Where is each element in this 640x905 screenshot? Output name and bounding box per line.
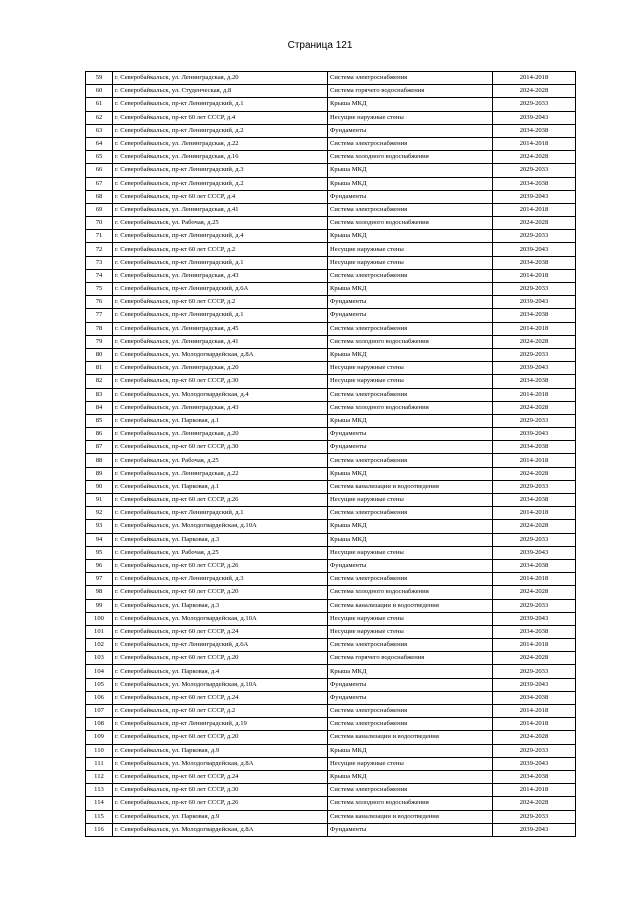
row-period: 2039-2043	[493, 296, 576, 309]
row-work-type: Фундаменты	[328, 190, 493, 203]
row-address: г. Северобайкальск, ул. Парковая, д.1	[113, 414, 328, 427]
row-address: г. Северобайкальск, пр-кт Ленинградский, д.2	[113, 124, 328, 137]
table-row	[86, 810, 576, 823]
table-row	[86, 441, 576, 454]
row-work-type: Несущие наружные стены	[328, 612, 493, 625]
row-period: 2034-2038	[493, 441, 576, 454]
row-number: 60	[86, 85, 113, 98]
row-number: 97	[86, 573, 113, 586]
row-period: 2029-2033	[493, 810, 576, 823]
row-address: г. Северобайкальск, пр-кт Ленинградский, д.3	[113, 573, 328, 586]
row-number: 105	[86, 678, 113, 691]
row-period: 2029-2033	[493, 283, 576, 296]
row-period: 2029-2033	[493, 665, 576, 678]
row-work-type: Фундаменты	[328, 441, 493, 454]
table-row	[86, 72, 576, 85]
row-address: г. Северобайкальск, ул. Ленинградская, д.20	[113, 72, 328, 85]
row-address: г. Северобайкальск, пр-кт Ленинградский, д.19	[113, 718, 328, 731]
row-period: 2014-2018	[493, 639, 576, 652]
row-period: 2014-2018	[493, 203, 576, 216]
row-work-type: Система электроснабжения	[328, 639, 493, 652]
row-work-type: Система электроснабжения	[328, 573, 493, 586]
row-address: г. Северобайкальск, ул. Рабочая, д.25	[113, 546, 328, 559]
table-row	[86, 296, 576, 309]
row-work-type: Крыша МКД	[328, 230, 493, 243]
table-row	[86, 705, 576, 718]
row-work-type: Система электроснабжения	[328, 322, 493, 335]
table-row	[86, 731, 576, 744]
row-work-type: Система электроснабжения	[328, 705, 493, 718]
row-work-type: Фундаменты	[328, 296, 493, 309]
row-period: 2039-2043	[493, 546, 576, 559]
table-row	[86, 625, 576, 638]
row-address: г. Северобайкальск, ул. Парковая, д.9	[113, 744, 328, 757]
row-address: г. Северобайкальск, пр-кт 60 лет СССР, д.24	[113, 691, 328, 704]
row-number: 100	[86, 612, 113, 625]
row-number: 67	[86, 177, 113, 190]
row-number: 91	[86, 494, 113, 507]
row-address: г. Северобайкальск, пр-кт 60 лет СССР, д.24	[113, 625, 328, 638]
row-address: г. Северобайкальск, пр-кт 60 лет СССР, д.24	[113, 770, 328, 783]
row-work-type: Несущие наружные стены	[328, 546, 493, 559]
row-period: 2014-2018	[493, 269, 576, 282]
row-work-type: Система электроснабжения	[328, 388, 493, 401]
row-work-type: Несущие наружные стены	[328, 362, 493, 375]
row-period: 2039-2043	[493, 757, 576, 770]
table-row	[86, 467, 576, 480]
row-work-type: Фундаменты	[328, 691, 493, 704]
row-number: 81	[86, 362, 113, 375]
row-work-type: Система холодного водоснабжения	[328, 151, 493, 164]
row-work-type: Крыша МКД	[328, 177, 493, 190]
row-number: 86	[86, 428, 113, 441]
row-work-type: Система горячего водоснабжения	[328, 652, 493, 665]
row-address: г. Северобайкальск, ул. Молодогвардейская, д.10А	[113, 678, 328, 691]
row-period: 2039-2043	[493, 823, 576, 836]
row-number: 82	[86, 375, 113, 388]
row-address: г. Северобайкальск, пр-кт 60 лет СССР, д.20	[113, 731, 328, 744]
row-address: г. Северобайкальск, пр-кт 60 лет СССР, д.30	[113, 375, 328, 388]
row-address: г. Северобайкальск, пр-кт 60 лет СССР, д.26	[113, 797, 328, 810]
row-work-type: Крыша МКД	[328, 520, 493, 533]
row-period: 2034-2038	[493, 691, 576, 704]
table-row	[86, 639, 576, 652]
row-number: 107	[86, 705, 113, 718]
page-header: Страница 121	[287, 40, 353, 51]
row-number: 101	[86, 625, 113, 638]
row-period: 2014-2018	[493, 573, 576, 586]
row-address: г. Северобайкальск, ул. Ленинградская, д.20	[113, 428, 328, 441]
table-row	[86, 269, 576, 282]
row-number: 76	[86, 296, 113, 309]
row-period: 2024-2028	[493, 586, 576, 599]
row-address: г. Северобайкальск, пр-кт 60 лет СССР, д.4	[113, 111, 328, 124]
row-address: г. Северобайкальск, ул. Парковая, д.4	[113, 665, 328, 678]
row-number: 68	[86, 190, 113, 203]
table-row	[86, 190, 576, 203]
row-period: 2034-2038	[493, 256, 576, 269]
table-row	[86, 98, 576, 111]
row-period: 2039-2043	[493, 111, 576, 124]
row-work-type: Крыша МКД	[328, 348, 493, 361]
row-work-type: Система электроснабжения	[328, 203, 493, 216]
table-row	[86, 665, 576, 678]
table-row	[86, 309, 576, 322]
row-work-type: Несущие наружные стены	[328, 625, 493, 638]
row-address: г. Северобайкальск, пр-кт 60 лет СССР, д.2	[113, 705, 328, 718]
table-row	[86, 546, 576, 559]
row-period: 2039-2043	[493, 362, 576, 375]
row-work-type: Система канализации и водоотведения	[328, 599, 493, 612]
row-period: 2029-2033	[493, 414, 576, 427]
row-work-type: Крыша МКД	[328, 467, 493, 480]
row-number: 98	[86, 586, 113, 599]
table-row	[86, 217, 576, 230]
row-period: 2039-2043	[493, 678, 576, 691]
row-number: 103	[86, 652, 113, 665]
row-number: 95	[86, 546, 113, 559]
row-period: 2024-2028	[493, 151, 576, 164]
row-address: г. Северобайкальск, пр-кт Ленинградский, д.1	[113, 507, 328, 520]
row-address: г. Северобайкальск, ул. Молодогвардейская, д.8А	[113, 823, 328, 836]
row-address: г. Северобайкальск, пр-кт 60 лет СССР, д.2	[113, 243, 328, 256]
row-period: 2024-2028	[493, 652, 576, 665]
row-work-type: Крыша МКД	[328, 164, 493, 177]
row-work-type: Система горячего водоснабжения	[328, 85, 493, 98]
row-number: 106	[86, 691, 113, 704]
row-period: 2024-2028	[493, 335, 576, 348]
row-number: 62	[86, 111, 113, 124]
row-address: г. Северобайкальск, ул. Парковая, д.3	[113, 533, 328, 546]
row-work-type: Крыша МКД	[328, 665, 493, 678]
table-row	[86, 137, 576, 150]
row-address: г. Северобайкальск, пр-кт 60 лет СССР, д.20	[113, 586, 328, 599]
table-row	[86, 494, 576, 507]
row-number: 66	[86, 164, 113, 177]
table-row	[86, 414, 576, 427]
table-row	[86, 770, 576, 783]
row-address: г. Северобайкальск, ул. Ленинградская, д.41	[113, 203, 328, 216]
row-number: 75	[86, 283, 113, 296]
table-row	[86, 401, 576, 414]
row-number: 88	[86, 454, 113, 467]
table-row	[86, 612, 576, 625]
row-period: 2029-2033	[493, 480, 576, 493]
table-row	[86, 177, 576, 190]
row-address: г. Северобайкальск, пр-кт Ленинградский, д.6А	[113, 283, 328, 296]
row-period: 2029-2033	[493, 230, 576, 243]
row-work-type: Система холодного водоснабжения	[328, 335, 493, 348]
row-address: г. Северобайкальск, ул. Молодогвардейская, д.10А	[113, 612, 328, 625]
row-work-type: Несущие наружные стены	[328, 757, 493, 770]
row-work-type: Крыша МКД	[328, 98, 493, 111]
table-row	[86, 124, 576, 137]
row-work-type: Несущие наружные стены	[328, 494, 493, 507]
row-number: 110	[86, 744, 113, 757]
row-period: 2029-2033	[493, 599, 576, 612]
table-row	[86, 256, 576, 269]
row-address: г. Северобайкальск, ул. Молодогвардейская, д.8А	[113, 757, 328, 770]
row-number: 65	[86, 151, 113, 164]
row-address: г. Северобайкальск, пр-кт Ленинградский, д.1	[113, 98, 328, 111]
table-row	[86, 718, 576, 731]
row-address: г. Северобайкальск, пр-кт Ленинградский, д.3	[113, 164, 328, 177]
table-row	[86, 678, 576, 691]
row-work-type: Фундаменты	[328, 428, 493, 441]
row-address: г. Северобайкальск, ул. Парковая, д.3	[113, 599, 328, 612]
row-work-type: Система электроснабжения	[328, 784, 493, 797]
row-work-type: Система канализации и водоотведения	[328, 731, 493, 744]
row-period: 2034-2038	[493, 375, 576, 388]
row-number: 84	[86, 401, 113, 414]
row-address: г. Северобайкальск, пр-кт Ленинградский, д.6А	[113, 639, 328, 652]
row-period: 2014-2018	[493, 705, 576, 718]
row-address: г. Северобайкальск, ул. Ленинградская, д.41	[113, 335, 328, 348]
row-address: г. Северобайкальск, ул. Ленинградская, д.45	[113, 322, 328, 335]
row-address: г. Северобайкальск, ул. Ленинградская, д.22	[113, 137, 328, 150]
table-row	[86, 823, 576, 836]
row-work-type: Система канализации и водоотведения	[328, 810, 493, 823]
row-period: 2014-2018	[493, 454, 576, 467]
row-work-type: Фундаменты	[328, 124, 493, 137]
row-address: г. Северобайкальск, пр-кт Ленинградский, д.1	[113, 256, 328, 269]
row-period: 2039-2043	[493, 243, 576, 256]
row-address: г. Северобайкальск, ул. Ленинградская, д.22	[113, 467, 328, 480]
row-work-type: Фундаменты	[328, 559, 493, 572]
row-period: 2029-2033	[493, 348, 576, 361]
row-work-type: Несущие наружные стены	[328, 256, 493, 269]
row-period: 2029-2033	[493, 98, 576, 111]
table-row	[86, 454, 576, 467]
row-period: 2014-2018	[493, 72, 576, 85]
row-address: г. Северобайкальск, ул. Рабочая, д.25	[113, 454, 328, 467]
table-row	[86, 322, 576, 335]
table-row	[86, 573, 576, 586]
row-work-type: Несущие наружные стены	[328, 243, 493, 256]
table-row	[86, 151, 576, 164]
row-period: 2014-2018	[493, 718, 576, 731]
row-number: 59	[86, 72, 113, 85]
row-work-type: Несущие наружные стены	[328, 375, 493, 388]
row-number: 96	[86, 559, 113, 572]
row-period: 2024-2028	[493, 731, 576, 744]
row-period: 2039-2043	[493, 190, 576, 203]
row-number: 72	[86, 243, 113, 256]
row-work-type: Фундаменты	[328, 823, 493, 836]
row-number: 115	[86, 810, 113, 823]
row-work-type: Фундаменты	[328, 309, 493, 322]
row-period: 2034-2038	[493, 770, 576, 783]
row-address: г. Северобайкальск, пр-кт 60 лет СССР, д.30	[113, 784, 328, 797]
row-period: 2034-2038	[493, 494, 576, 507]
row-number: 78	[86, 322, 113, 335]
row-work-type: Система электроснабжения	[328, 507, 493, 520]
row-number: 61	[86, 98, 113, 111]
row-period: 2024-2028	[493, 520, 576, 533]
row-number: 64	[86, 137, 113, 150]
row-address: г. Северобайкальск, пр-кт 60 лет СССР, д.20	[113, 652, 328, 665]
row-work-type: Крыша МКД	[328, 744, 493, 757]
row-address: г. Северобайкальск, ул. Ленинградская, д.43	[113, 401, 328, 414]
row-period: 2029-2033	[493, 744, 576, 757]
table-row	[86, 599, 576, 612]
table-row	[86, 784, 576, 797]
row-address: г. Северобайкальск, пр-кт Ленинградский, д.4	[113, 230, 328, 243]
row-number: 92	[86, 507, 113, 520]
table-row	[86, 428, 576, 441]
row-address: г. Северобайкальск, пр-кт Ленинградский, д.2	[113, 177, 328, 190]
row-work-type: Система электроснабжения	[328, 269, 493, 282]
row-period: 2034-2038	[493, 124, 576, 137]
row-period: 2014-2018	[493, 388, 576, 401]
row-period: 2029-2033	[493, 164, 576, 177]
table-row	[86, 362, 576, 375]
row-number: 74	[86, 269, 113, 282]
row-number: 114	[86, 797, 113, 810]
row-period: 2014-2018	[493, 507, 576, 520]
row-number: 70	[86, 217, 113, 230]
row-period: 2024-2028	[493, 217, 576, 230]
table-row	[86, 480, 576, 493]
row-period: 2024-2028	[493, 401, 576, 414]
row-number: 79	[86, 335, 113, 348]
row-address: г. Северобайкальск, пр-кт 60 лет СССР, д.30	[113, 441, 328, 454]
row-work-type: Система холодного водоснабжения	[328, 586, 493, 599]
row-number: 80	[86, 348, 113, 361]
row-period: 2024-2028	[493, 467, 576, 480]
works-table-body	[86, 72, 576, 837]
table-row	[86, 388, 576, 401]
row-period: 2034-2038	[493, 625, 576, 638]
row-number: 93	[86, 520, 113, 533]
row-period: 2039-2043	[493, 612, 576, 625]
table-row	[86, 757, 576, 770]
row-number: 90	[86, 480, 113, 493]
table-row	[86, 203, 576, 216]
table-row	[86, 335, 576, 348]
table-row	[86, 164, 576, 177]
row-work-type: Крыша МКД	[328, 770, 493, 783]
row-number: 71	[86, 230, 113, 243]
row-address: г. Северобайкальск, ул. Парковая, д.9	[113, 810, 328, 823]
row-period: 2039-2043	[493, 428, 576, 441]
row-number: 73	[86, 256, 113, 269]
table-row	[86, 797, 576, 810]
row-number: 69	[86, 203, 113, 216]
row-number: 83	[86, 388, 113, 401]
row-address: г. Северобайкальск, ул. Студенческая, д.8	[113, 85, 328, 98]
table-row	[86, 691, 576, 704]
table-row	[86, 111, 576, 124]
table-row	[86, 283, 576, 296]
row-period: 2014-2018	[493, 137, 576, 150]
row-work-type: Фундаменты	[328, 678, 493, 691]
row-number: 102	[86, 639, 113, 652]
table-row	[86, 744, 576, 757]
row-number: 109	[86, 731, 113, 744]
row-number: 112	[86, 770, 113, 783]
row-address: г. Северобайкальск, пр-кт 60 лет СССР, д.26	[113, 494, 328, 507]
row-period: 2034-2038	[493, 559, 576, 572]
table-row	[86, 375, 576, 388]
table-row	[86, 243, 576, 256]
row-work-type: Крыша МКД	[328, 414, 493, 427]
table-row	[86, 507, 576, 520]
table-row	[86, 348, 576, 361]
row-period: 2034-2038	[493, 309, 576, 322]
row-work-type: Система холодного водоснабжения	[328, 217, 493, 230]
row-work-type: Система холодного водоснабжения	[328, 797, 493, 810]
row-work-type: Несущие наружные стены	[328, 111, 493, 124]
row-address: г. Северобайкальск, ул. Рабочая, д.25	[113, 217, 328, 230]
row-work-type: Система холодного водоснабжения	[328, 401, 493, 414]
row-work-type: Система электроснабжения	[328, 454, 493, 467]
row-period: 2014-2018	[493, 784, 576, 797]
row-work-type: Система электроснабжения	[328, 137, 493, 150]
row-address: г. Северобайкальск, ул. Ленинградская, д.20	[113, 362, 328, 375]
row-address: г. Северобайкальск, пр-кт 60 лет СССР, д.4	[113, 190, 328, 203]
table-row	[86, 85, 576, 98]
row-work-type: Система канализации и водоотведения	[328, 480, 493, 493]
row-period: 2034-2038	[493, 177, 576, 190]
row-address: г. Северобайкальск, ул. Молодогвардейская, д.8А	[113, 348, 328, 361]
row-number: 113	[86, 784, 113, 797]
row-number: 99	[86, 599, 113, 612]
row-period: 2029-2033	[493, 533, 576, 546]
row-address: г. Северобайкальск, ул. Молодогвардейская, д.10А	[113, 520, 328, 533]
table-row	[86, 230, 576, 243]
row-number: 85	[86, 414, 113, 427]
row-period: 2024-2028	[493, 797, 576, 810]
row-address: г. Северобайкальск, ул. Ленинградская, д.16	[113, 151, 328, 164]
row-address: г. Северобайкальск, пр-кт 60 лет СССР, д.2	[113, 296, 328, 309]
row-number: 111	[86, 757, 113, 770]
row-work-type: Система электроснабжения	[328, 72, 493, 85]
row-period: 2014-2018	[493, 322, 576, 335]
row-number: 63	[86, 124, 113, 137]
row-number: 108	[86, 718, 113, 731]
row-address: г. Северобайкальск, ул. Парковая, д.1	[113, 480, 328, 493]
row-address: г. Северобайкальск, ул. Ленинградская, д.43	[113, 269, 328, 282]
row-number: 89	[86, 467, 113, 480]
row-number: 94	[86, 533, 113, 546]
row-address: г. Северобайкальск, ул. Молодогвардейская, д.4	[113, 388, 328, 401]
table-row	[86, 586, 576, 599]
row-number: 104	[86, 665, 113, 678]
row-work-type: Крыша МКД	[328, 533, 493, 546]
row-address: г. Северобайкальск, пр-кт Ленинградский, д.1	[113, 309, 328, 322]
row-period: 2024-2028	[493, 85, 576, 98]
table-row	[86, 559, 576, 572]
row-work-type: Система электроснабжения	[328, 718, 493, 731]
row-number: 116	[86, 823, 113, 836]
row-work-type: Крыша МКД	[328, 283, 493, 296]
row-number: 87	[86, 441, 113, 454]
table-row	[86, 652, 576, 665]
row-number: 77	[86, 309, 113, 322]
row-address: г. Северобайкальск, пр-кт 60 лет СССР, д.26	[113, 559, 328, 572]
works-table	[85, 71, 576, 837]
table-row	[86, 533, 576, 546]
table-row	[86, 520, 576, 533]
